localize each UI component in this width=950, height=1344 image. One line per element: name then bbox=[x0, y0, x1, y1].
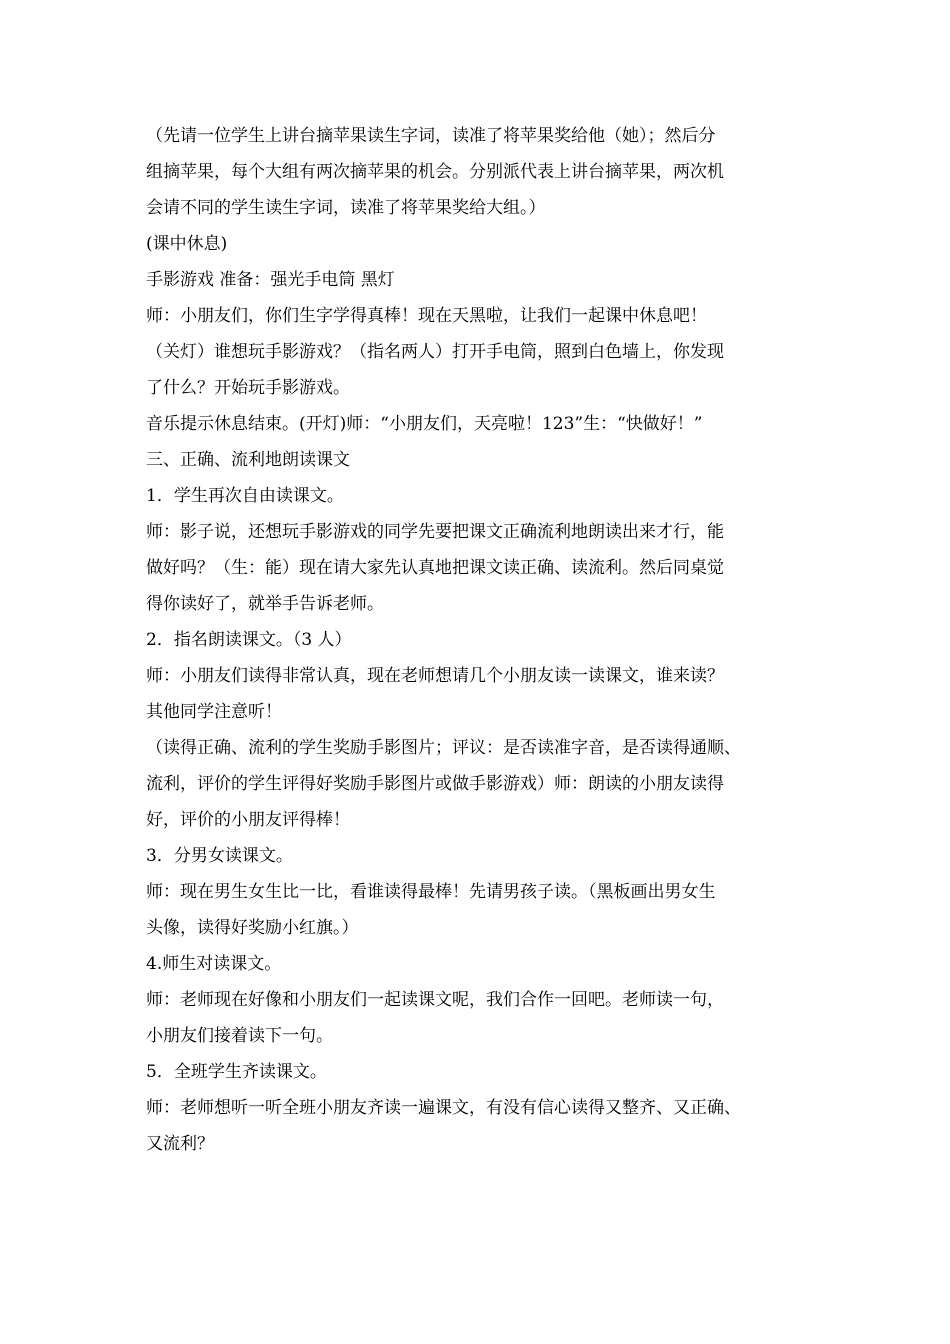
step-heading: 3．分男女读课文。 bbox=[146, 846, 293, 866]
text-line: （关灯）谁想玩手影游戏？（指名两人）打开手电筒，照到白色墙上，你发现 bbox=[146, 342, 724, 362]
step-heading: 5．全班学生齐读课文。 bbox=[146, 1062, 327, 1082]
step-heading: 1．学生再次自由读课文。 bbox=[146, 486, 344, 506]
section-label: (课中休息) bbox=[146, 234, 228, 254]
text-line: 得你读好了，就举手告诉老师。 bbox=[146, 594, 384, 614]
text-line: 好，评价的小朋友评得棒！ bbox=[146, 810, 350, 830]
text-line: 师：小朋友们，你们生字学得真棒！现在天黑啦，让我们一起课中休息吧！ bbox=[146, 306, 707, 326]
text-line: （先请一位学生上讲台摘苹果读生字词，读准了将苹果奖给他（她）；然后分 bbox=[146, 126, 716, 146]
text-line: 头像，读得好奖励小红旗。） bbox=[146, 918, 359, 938]
text-line: 会请不同的学生读生字词，读准了将苹果奖给大组。） bbox=[146, 198, 546, 218]
text-line: 小朋友们接着读下一句。 bbox=[146, 1026, 333, 1046]
step-heading: 2．指名朗读课文。（3 人） bbox=[146, 630, 352, 650]
text-line: 流利，评价的学生评得好奖励手影图片或做手影游戏）师：朗读的小朋友读得 bbox=[146, 774, 724, 794]
text-line: 师：老师想听一听全班小朋友齐读一遍课文，有没有信心读得又整齐、又正确、 bbox=[146, 1098, 741, 1118]
text-line: 师：现在男生女生比一比，看谁读得最棒！先请男孩子读。（黑板画出男女生 bbox=[146, 882, 716, 902]
text-line: 做好吗？（生：能）现在请大家先认真地把课文读正确、读流利。然后同桌觉 bbox=[146, 558, 724, 578]
document-body bbox=[146, 118, 836, 1162]
text-line: 了什么？开始玩手影游戏。 bbox=[146, 378, 350, 398]
text-line: 手影游戏 准备：强光手电筒 黑灯 bbox=[146, 270, 395, 290]
text-line: 组摘苹果，每个大组有两次摘苹果的机会。分别派代表上讲台摘苹果，两次机 bbox=[146, 162, 724, 182]
text-line: （读得正确、流利的学生奖励手影图片；评议：是否读准字音，是否读得通顺、 bbox=[146, 738, 741, 758]
text-line: 音乐提示休息结束。(开灯)师：“小朋友们，天亮啦！123”生：“快做好！” bbox=[146, 414, 703, 434]
text-line: 又流利？ bbox=[146, 1134, 214, 1154]
step-heading: 4.师生对读课文。 bbox=[146, 954, 282, 974]
text-line: 师：影子说，还想玩手影游戏的同学先要把课文正确流利地朗读出来才行，能 bbox=[146, 522, 724, 542]
section-heading: 三、正确、流利地朗读课文 bbox=[146, 450, 350, 470]
text-line: 师：老师现在好像和小朋友们一起读课文呢，我们合作一回吧。老师读一句， bbox=[146, 990, 724, 1010]
text-line: 师：小朋友们读得非常认真，现在老师想请几个小朋友读一读课文，谁来读？ bbox=[146, 666, 724, 686]
text-line: 其他同学注意听！ bbox=[146, 702, 282, 722]
